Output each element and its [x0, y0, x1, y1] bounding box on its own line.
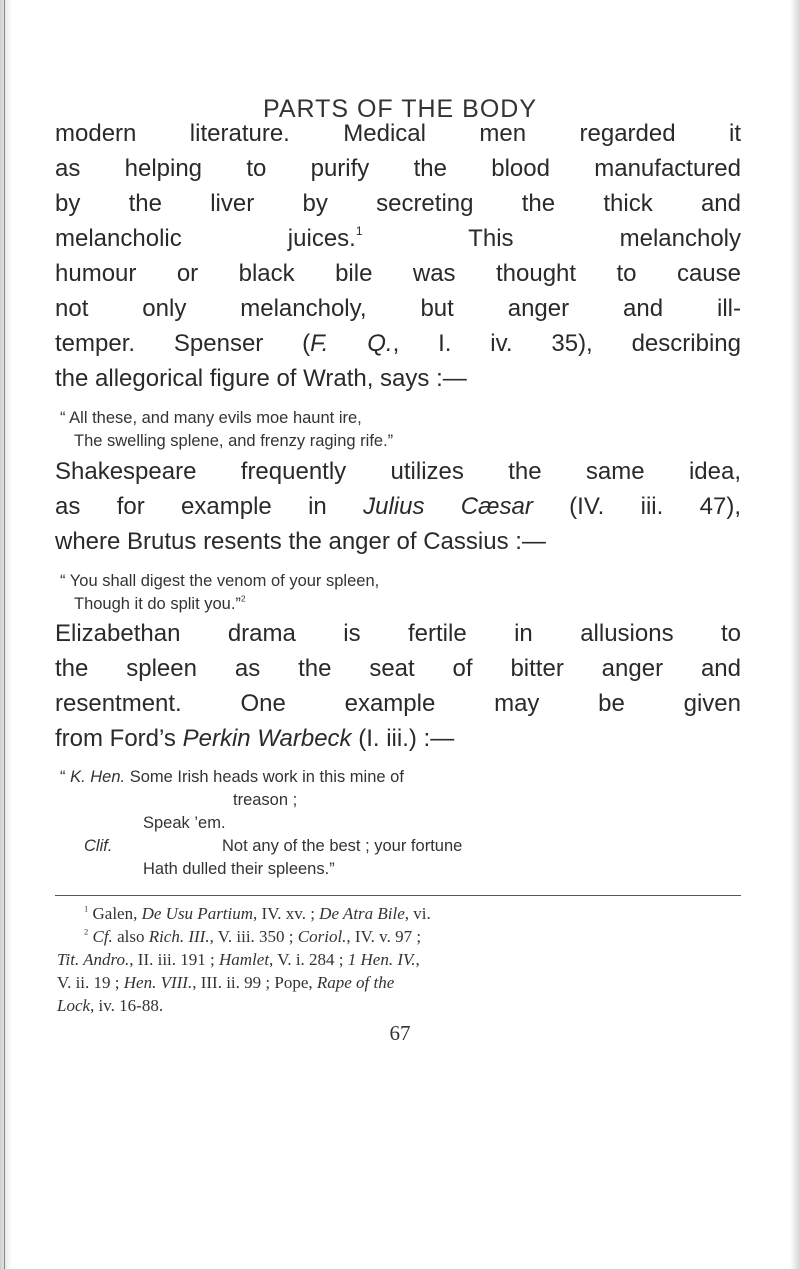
footnote-2-line: Lock, iv. 16-88.	[57, 996, 164, 1015]
speaker-label: Clif.	[84, 837, 113, 855]
text-line: not only melancholy, but anger and ill-	[55, 295, 741, 322]
footnote-ref: 1	[355, 224, 363, 239]
binding-edge	[0, 0, 12, 1269]
footnote-2-line: Tit. Andro., II. iii. 191 ; Hamlet, V. i. 284 ; 1 Hen. IV.,	[57, 950, 420, 969]
page-number: 67	[389, 1021, 411, 1045]
text-line: the allegorical figure of Wrath, says :—	[55, 365, 467, 392]
text-line: temper. Spenser (F. Q., I. iv. 35), describing	[55, 330, 741, 357]
verse-line: “ You shall digest the venom of your spleen,	[60, 572, 380, 590]
verse-line: Not any of the best ; your fortune	[222, 837, 463, 855]
text-line: humour or black bile was thought to cause	[55, 260, 741, 287]
footnote-1: $^1$ Galen, De Usu Partium, IV. xv. ; De Atra Bile, vi.	[84, 903, 431, 923]
text-line: Shakespeare frequently utilizes the same idea,	[55, 458, 741, 485]
text-line: modern literature. Medical men regarded it	[55, 120, 741, 147]
text-line: from Ford’s Perkin Warbeck (I. iii.) :—	[55, 725, 455, 752]
text-line: resentment. One example may be given	[55, 690, 741, 717]
footnote-rule	[55, 895, 741, 896]
verse-line: “ All these, and many evils moe haunt ire,	[60, 409, 362, 427]
verse-line: Though it do split you.”$^2$	[74, 594, 246, 613]
footnote-2-line: V. ii. 19 ; Hen. VIII., III. ii. 99 ; Pope, Rape of the	[57, 973, 395, 992]
running-head: PARTS OF THE BODY	[263, 95, 537, 123]
text-line: Elizabethan drama is fertile in allusions to	[55, 620, 741, 647]
page-edge	[790, 0, 800, 1269]
text-line: the spleen as the seat of bitter anger and	[55, 655, 741, 682]
text-line: where Brutus resents the anger of Cassius :—	[55, 528, 546, 555]
text-line: melancholic juices.$^1$ This melancholy	[55, 224, 742, 252]
verse-line: treason ;	[233, 791, 298, 809]
footnote-ref: 2	[240, 594, 246, 604]
verse-line: The swelling splene, and frenzy raging rife.”	[74, 432, 394, 450]
text-line: as helping to purify the blood manufactured	[55, 155, 741, 182]
verse-line: Hath dulled their spleens.”	[143, 860, 335, 878]
footnote-2: $^2$ Cf. also Rich. III., V. iii. 350 ; Coriol., IV. v. 97 ;	[84, 926, 422, 946]
verse-line: “ K. Hen. Some Irish heads work in this mine of	[60, 768, 404, 786]
text-line: by the liver by secreting the thick and	[55, 190, 741, 217]
verse-line: Speak ’em.	[143, 814, 226, 832]
text-line: as for example in Julius Cæsar (IV. iii. 47),	[55, 493, 741, 520]
